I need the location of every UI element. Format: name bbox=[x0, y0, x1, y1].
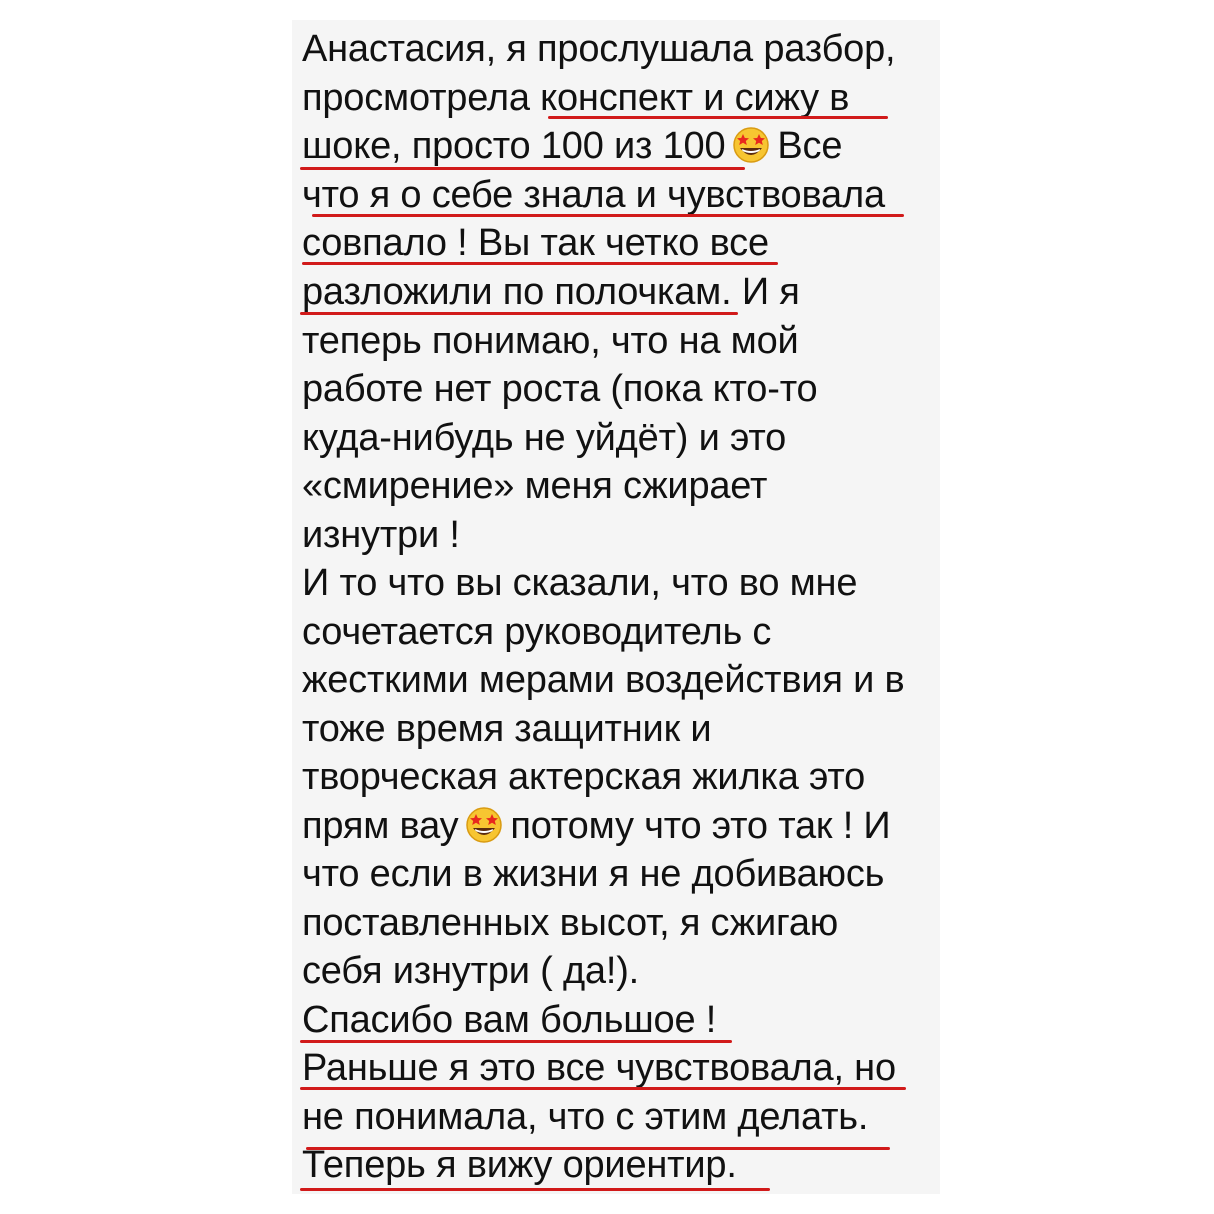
message-line: И то что вы сказали, что во мне bbox=[302, 562, 858, 604]
message-line: сочетается руководитель с bbox=[302, 611, 772, 653]
message-line: поставленных высот, я сжигаю bbox=[302, 902, 839, 944]
message-line: тоже время защитник и bbox=[302, 708, 712, 750]
red-underline bbox=[300, 1188, 770, 1191]
message-line: что я о себе знала и чувствовала bbox=[302, 174, 885, 216]
message-line: прям вау потому что это так ! И bbox=[302, 803, 891, 855]
red-underline bbox=[300, 1087, 906, 1090]
red-underline bbox=[300, 167, 745, 170]
message-line: Теперь я вижу ориентир. bbox=[302, 1144, 737, 1186]
red-underline bbox=[306, 1147, 890, 1150]
message-line: шоке, просто 100 из 100 Все bbox=[302, 123, 842, 175]
message-line: себя изнутри ( да!). bbox=[302, 950, 640, 992]
star-struck-emoji-icon bbox=[464, 804, 504, 855]
message-line: творческая актерская жилка это bbox=[302, 756, 866, 798]
red-underline bbox=[302, 262, 778, 265]
message-line: что если в жизни я не добиваюсь bbox=[302, 853, 885, 895]
message-line: работе нет роста (пока кто-то bbox=[302, 368, 818, 410]
message-line: разложили по полочкам. И я bbox=[302, 271, 800, 313]
message-line: Спасибо вам большое ! bbox=[302, 999, 717, 1041]
message-line: не понимала, что с этим делать. bbox=[302, 1096, 869, 1138]
message-line: жесткими мерами воздействия и в bbox=[302, 659, 905, 701]
red-underline bbox=[548, 116, 888, 119]
message-line: Анастасия, я прослушала разбор, bbox=[302, 28, 896, 70]
red-underline bbox=[300, 1040, 732, 1043]
message-line: совпало ! Вы так четко все bbox=[302, 222, 769, 264]
message-line: Раньше я это все чувствовала, но bbox=[302, 1047, 896, 1089]
message-line: изнутри ! bbox=[302, 514, 460, 556]
message-line: теперь понимаю, что на мой bbox=[302, 320, 799, 362]
message-line: куда-нибудь не уйдёт) и это bbox=[302, 417, 787, 459]
red-underline bbox=[300, 312, 738, 315]
message-line: «смирение» меня сжирает bbox=[302, 465, 768, 507]
message-line: просмотрела конспект и сижу в bbox=[302, 77, 850, 119]
red-underline bbox=[312, 214, 904, 217]
